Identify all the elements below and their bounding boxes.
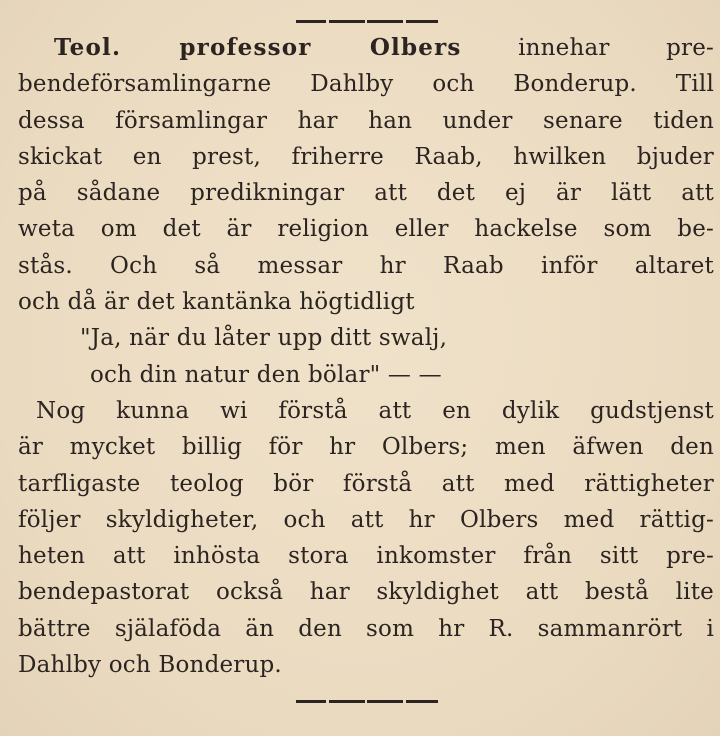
article-line-text: på sådane predikningar att det ej är lätt att — [18, 180, 714, 207]
article-line — [18, 538, 714, 574]
article-line-text: Nog kunna wi förstå att en dylik gudstjenst — [36, 397, 714, 424]
article-line — [18, 139, 714, 175]
article-line — [18, 103, 714, 139]
article-line — [18, 647, 714, 683]
top-dash-rule — [296, 19, 438, 23]
article-line — [18, 30, 714, 66]
article-line — [18, 66, 714, 102]
article-line — [18, 211, 714, 247]
article-line-text: "Ja, när du låter upp ditt swalj, — [80, 325, 448, 352]
article-text — [18, 30, 714, 683]
article-line-text: bendepastorat också har skyldighet att bestå lite — [18, 579, 714, 606]
article-line-text: skickat en prest, friherre Raab, hwilken bjuder — [18, 143, 714, 170]
article-line-text: bättre själaföda än den som hr R. sammanrört i — [18, 615, 714, 642]
article-line-text: är mycket billig för hr Olbers; men äfwen den — [18, 434, 714, 461]
article-line-text: dessa församlingar har han under senare tiden — [18, 107, 714, 134]
article-line — [18, 574, 714, 610]
article-line — [18, 502, 714, 538]
article-line — [18, 320, 714, 356]
article-line-text: innehar pre- — [461, 35, 714, 61]
article-line-text: tarfligaste teolog bör förstå att med rättigheter — [18, 470, 714, 497]
article-line-text: bendeförsamlingarne Dahlby och Bonderup. Till — [18, 71, 714, 98]
article-line — [18, 429, 714, 465]
article-line-text: Dahlby och Bonderup. — [18, 652, 282, 679]
article-line-text: och din natur den bölar" — — — [90, 361, 442, 388]
article-line-text: stås. Och så messar hr Raab inför altaret — [18, 252, 714, 279]
article-line-text: följer skyldigheter, och att hr Olbers med rättig- — [18, 506, 714, 533]
article-line — [18, 357, 714, 393]
article-line-text: weta om det är religion eller hackelse som be- — [18, 216, 714, 243]
article-line-text: heten att inhösta stora inkomster från sitt pre- — [18, 543, 714, 570]
article-line-text: och då är det kantänka högtidligt — [18, 289, 415, 316]
article-line — [18, 611, 714, 647]
article-line — [18, 393, 714, 429]
article-line — [18, 466, 714, 502]
article-headword: Teol. professor Olbers — [54, 34, 462, 61]
bottom-dash-rule — [296, 699, 438, 703]
article-line — [18, 284, 714, 320]
article-line — [18, 248, 714, 284]
article-line — [18, 175, 714, 211]
